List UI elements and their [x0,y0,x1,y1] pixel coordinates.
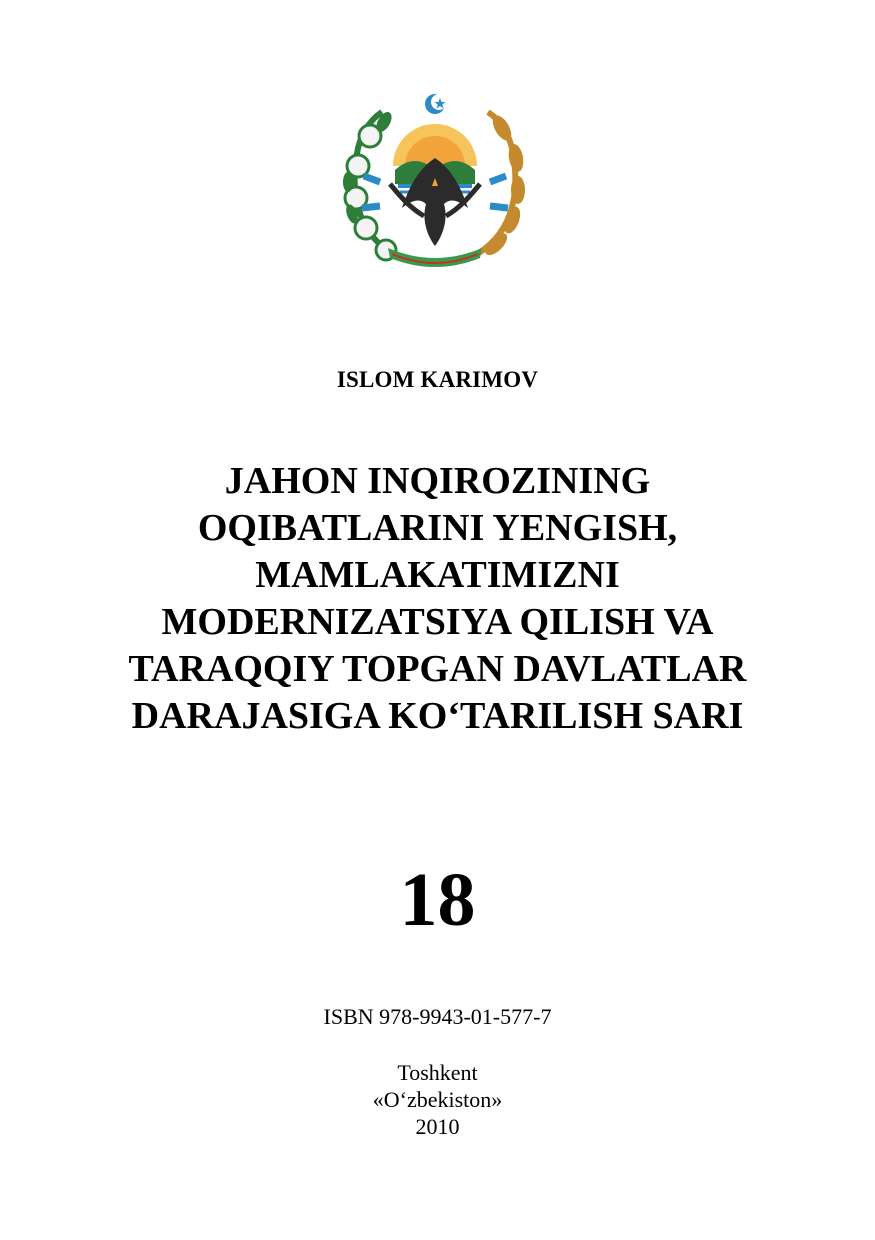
crescent-star-icon [425,94,447,114]
title-line: MODERNIZATSIYA QILISH VA [161,601,714,643]
author-name: ISLOM KARIMOV [336,367,539,392]
title-line: OQIBATLARINI YENGISH, [197,507,678,549]
imprint-year: 2010 [415,1114,460,1139]
title-line: TARAQQIY TOPGAN DAVLATLAR [128,648,747,690]
imprint-publisher: «O‘zbekiston» [372,1087,503,1112]
emblem-ribbon [388,248,482,267]
imprint [0,1059,875,1140]
volume-number: 18 [399,858,476,942]
title-line: DARAJASIGA KO‘TARILISH SARI [131,695,744,737]
title-line: JAHON INQIROZINING [224,460,651,502]
isbn: ISBN 978-9943-01-577-7 [323,1004,552,1029]
book-title [0,458,875,740]
state-emblem-icon [340,88,530,273]
title-line: MAMLAKATIMIZNI [255,554,620,596]
imprint-city: Toshkent [397,1060,478,1085]
